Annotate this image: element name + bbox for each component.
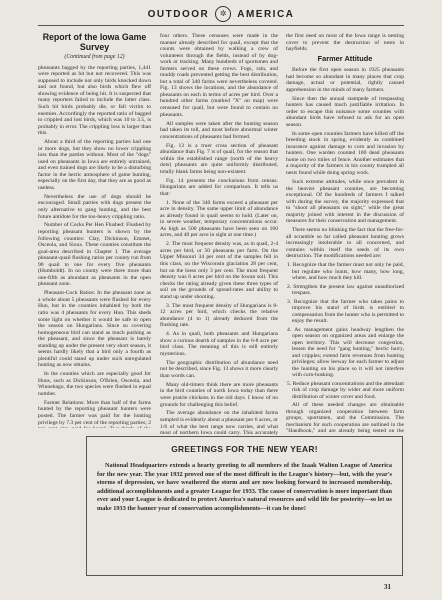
paragraph: 3. The most frequent density of Hungarians is 8-12 acres per bird, which checks the relative abundance (4 to 1) already deduced from the flushing rate. — [160, 302, 278, 329]
masthead-left-word: OUTDOOR — [147, 8, 210, 20]
column-middle — [160, 33, 278, 435]
paragraph: Since then the annual stampede of trespassing hunters has caused much justifiable irritation. In order to escape this nuisance some counties with abundant birds have refused to ask for an open season. — [286, 95, 404, 128]
paragraph: 2. The most frequent density was, as in quail, 2-4 acres per bird, or 50 pheasants per farm. On the Upper Missouri 34 per cent of the samples fell in this class, on the Wisconsin glaciation 28 per cent, but on the loess only 3 per cent. The most frequent density was 6 acres per bird on the Iowan soil. This checks the rating already given these three types of soil on the grounds of spread-rates and ability to stand up under shooting. — [160, 241, 278, 300]
paragraph: 1. None of the 340 farms exceed a pheasant per acre in density. The same upper limit of abundance as already found in quail seems to hold. (Later on, in severe weather, temporary concentrations occur. As high as 500 pheasants have been seen on 160 acres, and 40 per acre in sight at one time.) — [160, 199, 278, 239]
modifications-list — [286, 262, 404, 400]
list-item: 5. Reduce pheasant concentrations and the attendant risk of crop damage by wider and more uniform distribution of winter cover and food. — [287, 380, 404, 400]
page-number: 31 — [384, 583, 391, 591]
wreath-emblem-icon: ✲ — [215, 6, 231, 22]
paragraph: Farmer Relations: More than half of the farms hunted by the reporting pheasant hunters were posted. The farmer was paid for the hunting privilege by 7.3 per cent of the reporting parties; 2 — [38, 399, 151, 426]
paragraph: Fig. 14 presents the conclusions from census. Hungarians are added for comparison. It tells us that: — [160, 177, 278, 197]
paragraph: All of these needed changes are obtainable through organized cooperation between farm groups, sportsmen, and the Commission. The mechanism for such cooperation are outlined in the "Handbook," and are already being tested on the — [286, 402, 404, 435]
masthead — [90, 6, 352, 22]
column-left — [38, 33, 151, 428]
greeting-title: GREETINGS FOR THE NEW YEAR! — [171, 444, 318, 454]
paragraph: In the counties which are especially good for Huns, such as Dickinson, O'Brien, Osceola, and Winnebago, the two species were flushed in equal number. — [38, 371, 151, 397]
paragraph: There seems no blinking the fact that the free-for-all scramble so far called pheasant hunting grows increasingly intolerable to all concerned, and contains within itself the seeds of its own destruction. The modifications needed are: — [286, 227, 404, 260]
paragraph: the first need on most of the Iowa range is nesting cover to prevent the destruction of nests in hayfields. — [286, 33, 404, 53]
paragraph: four others. These censuses were made in the manner already described for quail, except that the counts were obtained by walking a crew of volunteers through the fields, instead of by dog-work or tracking. Many hundreds of sportsmen and farmers served on these crews. Fogs, rain, and muddy roads prevented getting the best distribution, but a total of 340 farms were nevertheless covered. Fig. 13 shows the locations, and the abundance of pheasants on each in terms of acres per bird. Over a hundred other farms (marked "X" on map) were censused for quail, but were found to contain no pheasants. — [160, 33, 278, 118]
article-title: Report of the Iowa Game Survey — [42, 33, 147, 52]
list-item: 4. As management gains headway lengthen the open season on organized areas and enlarge the open territory. This will decrease congestion, lessen the need for "gang hunting," hectic hurry, and cripples; extend farm revenues from hunting privileges; allow leeway for each farmer to adjust the hunting on his place so it will not interfere with corn-husking. — [287, 326, 404, 379]
paragraph: In some open counties farmers have killed off the breeding stock in spring, evidently as combined insurance against damage to corn and invasion by hunters. One warden counted 100 dead pheasants home on two miles of fence. Another estimates that a majority of the farmers in his county trampled all nests found while doing spring work. — [286, 130, 404, 177]
paragraph: Number of Cocks Per Hen Flushed: Flushed by reporting pheasant hunters is shown by the following counties: Clay, Dickinson, Emmet, Osceola, and Sioux. These counties constitute the goal-area described in Chapter I. The average pheasant-quail flushing ratios per county run from 90 quail to one for every five pheasants (Humboldt). In no county were there more than one-fifth as abundant as pheasants in the open pheasant zone. — [38, 222, 151, 288]
section-heading-farmer-attitude: Farmer Attitude — [317, 54, 373, 64]
list-item: 3. Recognize that the farmer who takes pains to improve his stand of birds is entitled to compensation from the hunter who is permitted to enjoy the result. — [287, 298, 404, 325]
paragraph: The average abundance on the inhabited farms sampled is evidently about a pheasant per 6 acres, or 1/6 of what the best range now carries, and what most of northern Iowa could carry. This accurately — [160, 410, 278, 435]
masthead-right-word: AMERICA — [237, 8, 295, 20]
paragraph: Nevertheless the use of dogs should be encouraged. Small parties with dogs present the only alternative to gang hunting, and the best future antidote for the too-heavy crippling ratio. — [38, 193, 151, 220]
article-continuation-note: (Continued from page 12) — [64, 54, 125, 61]
paragraph: Such extreme attitudes, while once prevalent in the heavier pheasant counties, are becoming exceptional. Of the hundreds of farmers I talked with during the survey, the majority expressed that to "shoot all pheasants on sight," while the great majority joined with interest in the discussion of measures for their conservation and management. — [286, 178, 404, 225]
greeting-body: National Headquarters extends a hearty greeting to all members of the Izaak Walton League of America for the new year. The year 1932 proved one of the most difficult in the League's history—but, with the year's storms of depression, we have weathered the storm and are now looking forward to increased membership, additional accomplishments and a greater League for 1933. The cause of conservation is more important than ever and your League is dedicated to protect America's natural resources and wild life for posterity—so let us make 1933 the banner year of conservation accomplishments—it can be done! — [97, 462, 392, 512]
paragraph: Pheasant-Cock Ratios: In the pheasant zone as a whole about 5 pheasants were flushed for every Hun, but in the counties inhabited by both the ratio was 4 pheasants for every Hun. This sheds some light on whether it would be safe to open the season on Hungarians. Since so covering homogeneous bird can stand as much pushing as the pheasant, and since the pheasant is barely standing up under the present very short season, it seems hardly likely that a bird only a fourth as plentiful could stand up under such unregulated hunting as now obtains. — [38, 290, 151, 369]
list-item: 2. Strengthen the present law against unauthorized trespass. — [287, 283, 404, 297]
paragraph: The geographic distribution of abundance need not be described, since Fig. 13 shows it more clearly than words can. — [160, 359, 278, 379]
list-item: 1. Recognize that the farmer must not only be paid, but regulate who hunts, how many, how long, where, and how much they kill. — [287, 262, 404, 282]
paragraph: Fig. 13 is a truer cross section of pheasant abundance than Fig. 7 is of quail, for the reason that within the established range (north of the heavy dots) pheasants are quite uniformly distributed, totally blank farms being non-existent. — [160, 142, 278, 175]
paragraph: Before the first open season in 1925 pheasants had become so abundant in many places that crop damage, actual or potential, rightly caused apprehension in the minds of many farmers. — [286, 67, 404, 93]
paragraph: Many old-timers think there are more pheasants in the bird counties of north Iowa today than there were prairie chickens in the old days. I know of no grounds for challenging this belief. — [160, 381, 278, 408]
column-right — [286, 33, 404, 435]
header-rule — [38, 25, 404, 26]
paragraph: All samples were taken after the hunting season had taken its toll, and most before abnormal winter concentrations of pheasants had formed. — [160, 120, 278, 140]
paragraph: About a third of the reporting parties had one or more dogs, but they show no lower crippling loss than the parties without. Most of the "dogs" used on pheasants in Iowa are entirely untrained, and even trained dogs are likely to be a disturbing factor in the hectic atmosphere of game hunting, especially on the first day, that they are as good as useless. — [38, 139, 151, 191]
new-year-greeting-box — [86, 436, 403, 576]
paragraph: 4. As in quail, both pheasants and Hungarians show a curious dearth of samples in the 6-8 acre per bird class. The meaning of this is still entirely mysterious. — [160, 331, 278, 357]
paragraph: pheasants bagged by the reporting parties, 1,441 were reported as hit but not recovered. This was supposed to include not only birds knocked down and not found, but also birds which flew off showing evidence of being hit. It is suspected that many reporters failed to include the latter class. Such hit birds probably die, or fall victim to enemies. Accordingly the reported ratio of bagged to crippled and lost birds, which was 10 to 3.5, is probably in error. The crippling loss is larger than this. — [38, 64, 151, 137]
